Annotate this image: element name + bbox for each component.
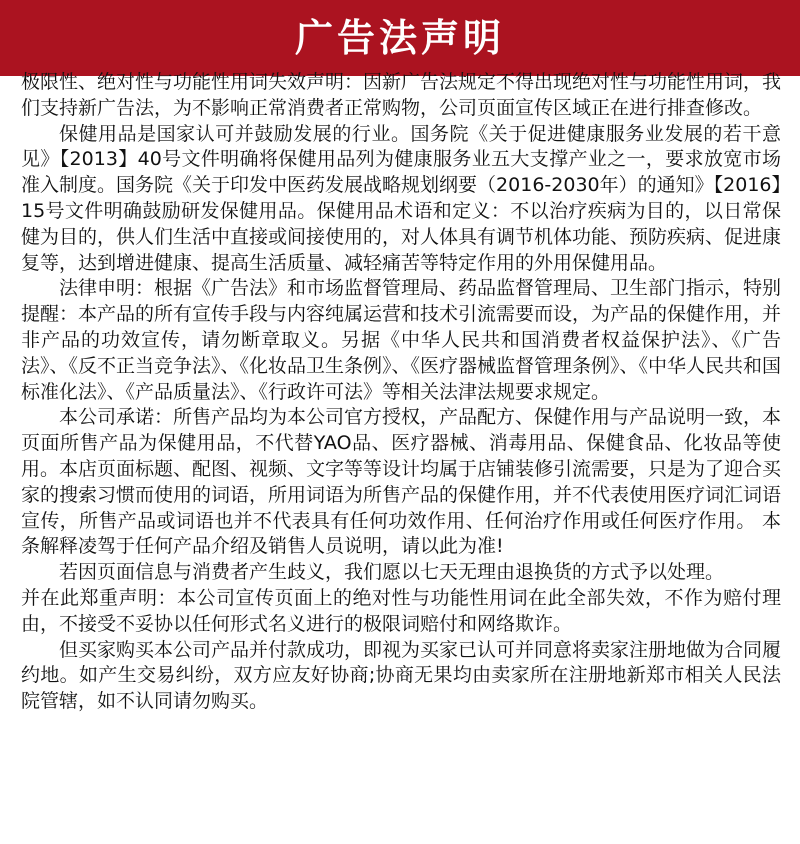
paragraph-return-policy: 若因页面信息与消费者产生歧义，我们愿以七天无理由退换货的方式予以处理。 — [59, 561, 725, 584]
page-title: 广告法声明 — [294, 16, 505, 60]
paragraph-company-commitment: 本公司承诺：所售产品均为本公司官方授权，产品配方、保健作用与产品说明一致，本页面所售产品为保健用品，不代替YAO品、医疗器械、消毒用品、保健食品、化妆品等使用。本店页面标题、配图、视频、文字等等设计均属于店铺装修引流需要，只是为了迎合买家的搜索习惯而使用的词语，所用词语为所售产品的保健作用，并不代表使用医疗词汇词语宣传，所售产品或词语也并不代表具有任何功效作用、任何治疗作用或任何医疗作用。 本条解释凌驾于任何产品介绍及销售人员说明，请以此为准! — [21, 406, 782, 558]
paragraph-jurisdiction: 但买家购买本公司产品并付款成功，即视为买家已认可并同意将卖家注册地做为合同履约地。如产生交易纠纷，双方应友好协商;协商无果均由卖家所在注册地新郑市相关人民法院管辖，如不认同请勿购买。 — [21, 638, 782, 713]
title-banner — [0, 0, 800, 76]
paragraph-legal-statement: 法律申明：根据《广告法》和市场监督管理局、药品监督管理局、卫生部门指示，特别提醒：本产品的所有宣传手段与内容纯属运营和技术引流需要而设，为产品的保健作用，并非产品的功效宣传，请勿断章取义。另据《中华人民共和国消费者权益保护法》、《广告法》、《反不正当竞争法》、《化妆品卫生条例》、《医疗器械监督管理条例》、《中华人民共和国标准化法》、《产品质量法》、《行政许可法》等相关法津法规要求规定。 — [21, 277, 782, 403]
notice-body — [21, 70, 781, 715]
paragraph-health-products-policy: 保健用品是国家认可并鼓励发展的行业。国务院《关于促进健康服务业发展的若干意见》【2013】40号文件明确将保健用品列为健康服务业五大支撑产业之一，要求放宽市场准入制度。国务院《关于印发中医药发展战略规划纲要（2016-2030年）的通知》【2016】15号文件明确鼓励研发保健用品。保健用品术语和定义：不以治疗疾病为目的，以日常保健为目的，供人们生活中直接或间接使用的，对人体具有调节机体功能、预防疾病、促进康复等，达到增进健康、提高生活质量、减轻痛苦等特定作用的外用保健用品。 — [21, 122, 782, 274]
paragraph-invalidity-statement: 极限性、绝对性与功能性用词失效声明：因新广告法规定不得出现绝对性与功能性用词，我们支持新广告法，为不影响正常消费者正常购物，公司页面宣传区域正在进行排查修改。 — [21, 71, 782, 119]
paragraph-solemn-declaration: 并在此郑重声明：本公司宣传页面上的绝对性与功能性用词在此全部失效，不作为赔付理由，不接受不妥协以任何形式名义进行的极限词赔付和网络欺诈。 — [21, 586, 781, 635]
